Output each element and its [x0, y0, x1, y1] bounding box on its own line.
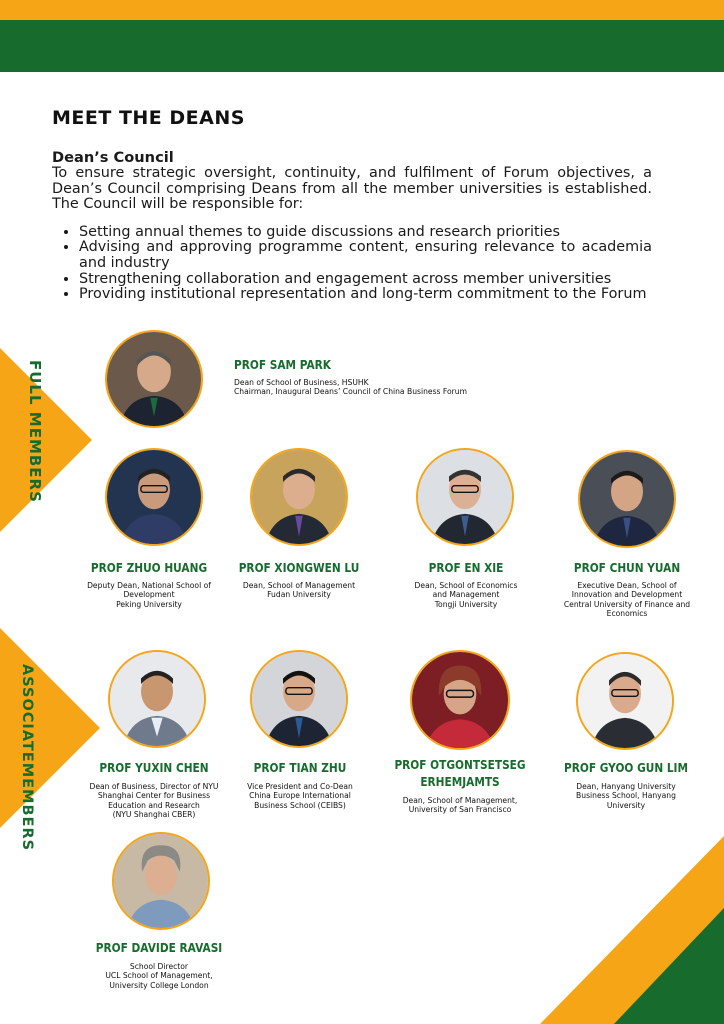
dean-name-sam-park: PROF SAM PARK — [234, 358, 331, 372]
council-description: To ensure strategic oversight, continuity, and fulfilment of Forum objectives, a Dean’s Council comprising Deans from all the member universities is established. The Council will be responsible for: — [52, 165, 652, 213]
portrait-photo — [105, 448, 203, 546]
dean-role-davide-ravasi: School Director UCL School of Management, University College London — [105, 962, 213, 990]
dean-name-chun-yuan: PROF CHUN YUAN — [573, 561, 681, 575]
portrait-photo — [410, 650, 510, 750]
corner-green-triangle — [614, 908, 724, 1024]
dean-role-otgontsetseg: Dean, School of Management, University of San Francisco — [402, 796, 518, 815]
dean-name-davide-ravasi: PROF DAVIDE RAVASI — [95, 941, 223, 955]
dean-name-yuxin-chen: PROF YUXIN CHEN — [99, 761, 209, 775]
full-members-triangle — [0, 348, 92, 532]
dean-surname-erhemjamts: ERHEMJAMTS — [420, 775, 500, 789]
portrait-photo — [108, 650, 206, 748]
full-members-label: FULL MEMBERS — [26, 360, 44, 503]
dean-name-gyoo-gun-lim: PROF GYOO GUN LIM — [564, 761, 688, 775]
list-item: • Providing institutional representation and long-term commitment to the Forum — [79, 287, 652, 303]
dean-name-xiongwen-lu: PROF XIONGWEN LU — [238, 561, 360, 575]
dean-role-zhuo-huang: Deputy Dean, National School of Development Peking University — [87, 581, 211, 609]
dean-role-sam-park: Dean of School of Business, HSUHK Chairman, Inaugural Deans’ Council of China Business Forum — [234, 378, 467, 397]
portrait-photo — [250, 650, 348, 748]
council-heading: Dean’s Council — [52, 149, 174, 166]
council-section — [52, 150, 652, 303]
portrait-photo — [578, 450, 676, 548]
portrait-photo — [576, 652, 674, 750]
dean-role-tian-zhu: Vice President and Co-Dean China Europe International Business School (CEIBS) — [247, 782, 353, 810]
portrait-photo — [250, 448, 348, 546]
responsibilities-list — [52, 225, 652, 303]
list-item: • Strengthening collaboration and engagement across member universities — [79, 272, 652, 288]
dean-name-en-xie: PROF EN XIE — [428, 561, 504, 575]
top-green-band — [0, 20, 724, 72]
portrait-photo — [416, 448, 514, 546]
list-item: • Advising and approving programme content, ensuring relevance to academia and industry — [79, 240, 652, 271]
dean-role-en-xie: Dean, School of Economics and Management Tongji University — [414, 581, 518, 609]
dean-name-tian-zhu: PROF TIAN ZHU — [253, 761, 347, 775]
list-item: • Setting annual themes to guide discussions and research priorities — [79, 225, 652, 241]
associate-members-label: ASSOCIATEMEMBERS — [19, 664, 35, 852]
dean-role-gyoo-gun-lim: Dean, Hanyang University Business School, Hanyang University — [576, 782, 676, 810]
top-orange-band — [0, 0, 724, 20]
dean-name-zhuo-huang: PROF ZHUO HUANG — [90, 561, 208, 575]
portrait-photo — [112, 832, 210, 930]
portrait-photo — [105, 330, 203, 428]
page-title: MEET THE DEANS — [52, 107, 245, 129]
dean-name-otgontsetseg: PROF OTGONTSETSEG — [394, 758, 526, 772]
dean-role-yuxin-chen: Dean of Business, Director of NYU Shanghai Center for Business Education and Research (NYU Shanghai CBER) — [89, 782, 219, 820]
dean-role-xiongwen-lu: Dean, School of Management Fudan University — [242, 581, 356, 600]
dean-role-chun-yuan: Executive Dean, School of Innovation and Development Central University of Finance and Economics — [563, 581, 691, 619]
